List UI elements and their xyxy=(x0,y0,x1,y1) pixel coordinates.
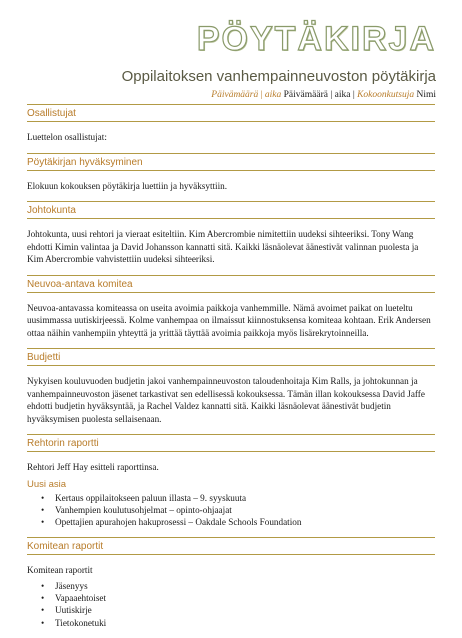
time-value: aika xyxy=(334,90,351,100)
section-heading: Pöytäkirjan hyväksyminen xyxy=(27,153,435,171)
document-body xyxy=(27,104,435,638)
section-board xyxy=(27,201,435,266)
section-heading: Komitean raportit xyxy=(27,537,435,555)
list-item: • Uutiskirje xyxy=(55,604,435,616)
section-paragraph: Luettelon osallistujat: xyxy=(27,132,107,142)
subsection-heading: Uusi asia xyxy=(27,478,67,490)
section-heading: Johtokunta xyxy=(27,201,435,219)
date-label: Päivämäärä xyxy=(211,90,259,100)
meta-separator: | xyxy=(258,90,265,100)
section-principal-report xyxy=(27,434,435,528)
meta-separator: | xyxy=(350,90,358,100)
list-item: • Vapaaehtoiset xyxy=(55,592,435,604)
meeting-meta-line xyxy=(211,90,436,100)
section-heading: Neuvoa-antava komitea xyxy=(27,275,435,293)
section-attendees xyxy=(27,104,435,144)
section-heading: Osallistujat xyxy=(27,104,435,122)
time-label: aika xyxy=(264,90,282,100)
section-paragraph: Rehtori Jeff Hay esitteli raporttinsa. xyxy=(27,462,159,472)
document-title-logo: PÖYTÄKIRJA xyxy=(196,20,436,58)
convener-label: Kokoonkutsuja xyxy=(357,90,415,100)
list-item: • Vanhempien koulutusohjelmat – opinto-ohjaajat xyxy=(55,504,435,516)
bullet-list xyxy=(27,580,435,629)
list-item: • Tietokonetuki xyxy=(55,617,435,629)
meta-separator: | xyxy=(327,90,335,100)
section-budget xyxy=(27,348,435,425)
section-heading: Rehtorin raportti xyxy=(27,434,435,452)
section-committee-reports xyxy=(27,537,435,629)
convener-value: Nimi xyxy=(414,90,436,100)
section-paragraph: Johtokunta, uusi rehtori ja vieraat esiteltiin. Kim Abercrombie nimitettiin uudeksi sihteeriksi. Tony Wang ehdotti Kimin valintaa ja David Johansson kannatti sitä. Kaikki läsnäolevat äänestivät valinnan puolesta ja Kim Abercrombie vahvistettiin uudeksi sihteeriksi. xyxy=(27,229,419,264)
bullet-list xyxy=(27,492,435,529)
section-paragraph: Nykyisen kouluvuoden budjetin jakoi vanhempainneuvoston taloudenhoitaja Kim Ralls, ja johtokunnan ja vanhempainneuvoston jäsenet tarkastivat sen edellisessä kokouksessa. Tämän illan kokouksessa David Jaffe ehdotti budjetin hyväksyntää, ja Rachel Valdez kannatti sitä. Kaikki läsnäolevat äänestivät budjetin hyväksymisen puolesta sellaisenaan. xyxy=(27,376,425,424)
date-value: Päivämäärä xyxy=(281,90,328,100)
section-minutes-approval xyxy=(27,153,435,193)
section-paragraph: Neuvoa-antavassa komiteassa on useita avoimia paikkoja vanhemmille. Nämä avoimet paikat on lueteltu uusimmassa uutiskirjeessä. Kolme vanhempaa on ilmaissut kiinnostuksensa komiteaa kohtaan. Erik Andersen ottaa näihin vanhempiin yhteyttä ja yrittää täyttää avoimia paikkoja myös lisärekrytoinneilla. xyxy=(27,302,431,338)
list-item: • Opettajien apurahojen hakuprosessi – Oakdale Schools Foundation xyxy=(55,516,435,528)
section-advisory-committee xyxy=(27,275,435,340)
list-item: • Kertaus oppilaitokseen paluun illasta – 9. syyskuuta xyxy=(55,492,435,504)
list-item: • Jäsenyys xyxy=(55,580,435,592)
section-heading: Budjetti xyxy=(27,348,435,366)
document-subtitle: Oppilaitoksen vanhempainneuvoston pöytäkirja xyxy=(121,68,436,85)
section-paragraph: Elokuun kokouksen pöytäkirja luettiin ja hyväksyttiin. xyxy=(27,180,228,191)
section-paragraph: Komitean raportit xyxy=(27,565,93,576)
